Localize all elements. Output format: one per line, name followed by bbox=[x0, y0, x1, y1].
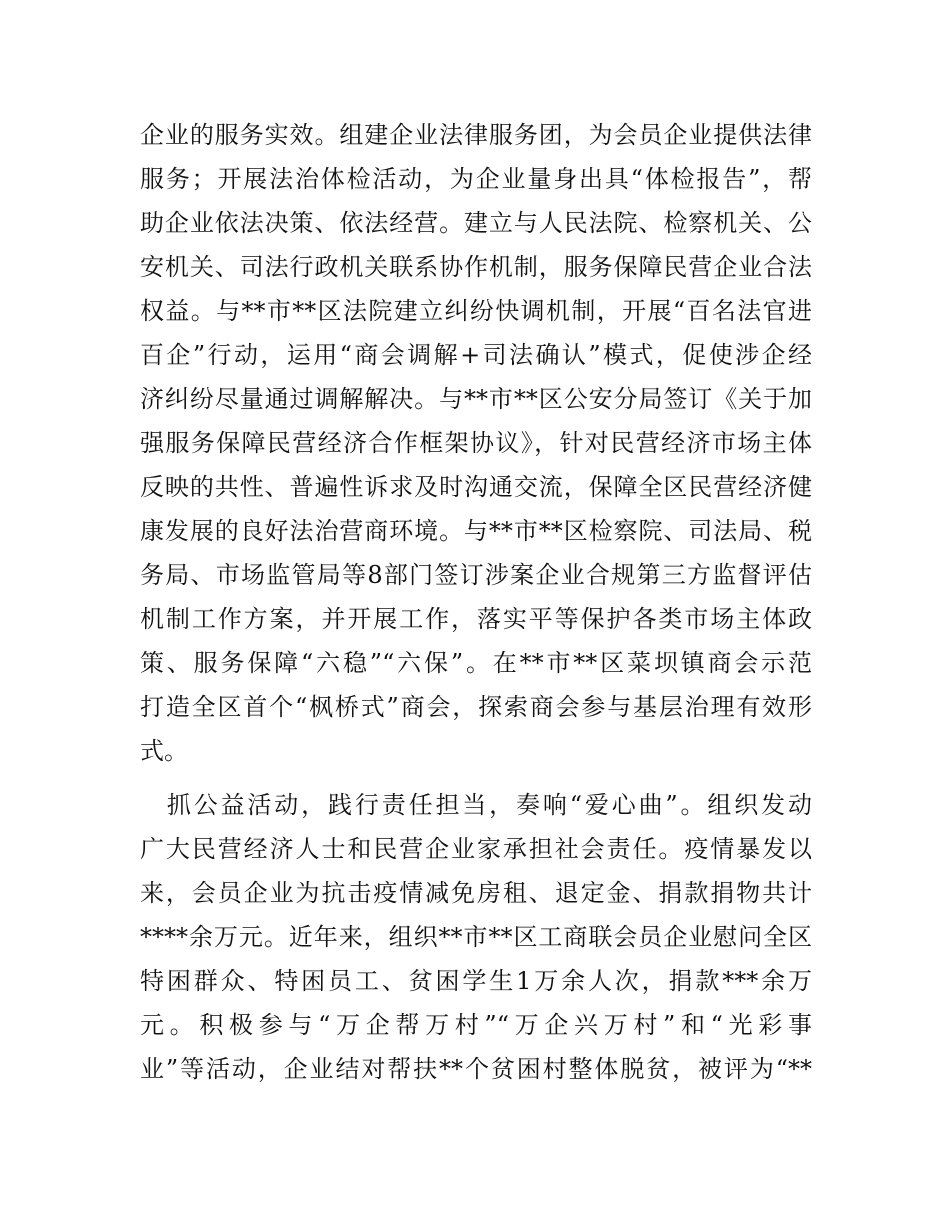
paragraph-1-line-12: 机制工作方案，并开展工作，落实平等保护各类市场主体政 bbox=[140, 605, 812, 633]
paragraph-2-line-5: 特困群众、特困员工、贫困学生1万余人次，捐款***余万 bbox=[140, 967, 812, 995]
paragraph-1-line-6: 百企”行动，运用“商会调解+司法确认”模式，促使涉企经 bbox=[140, 341, 812, 369]
paragraph-1-line-3: 助企业依法决策、依法经营。建立与人民法院、检察机关、公 bbox=[140, 209, 812, 237]
paragraph-1-line-1: 企业的服务实效。组建企业法律服务团，为会员企业提供法律 bbox=[140, 121, 812, 149]
paragraph-1-line-5: 权益。与**市**区法院建立纠纷快调机制，开展“百名法官进 bbox=[140, 297, 812, 325]
paragraph-2-line-3: 来，会员企业为抗击疫情减免房租、退定金、捐款捐物共计 bbox=[140, 879, 812, 907]
paragraph-2-line-4: ****余万元。近年来，组织**市**区工商联会员企业慰问全区 bbox=[140, 923, 812, 951]
paragraph-1-line-2: 服务；开展法治体检活动，为企业量身出具“体检报告”，帮 bbox=[140, 165, 812, 193]
paragraph-1-line-8: 强服务保障民营经济合作框架协议》，针对民营经济市场主体 bbox=[140, 429, 812, 457]
paragraph-1-line-10: 康发展的良好法治营商环境。与**市**区检察院、司法局、税 bbox=[140, 517, 812, 545]
paragraph-1-line-14: 打造全区首个“枫桥式”商会，探索商会参与基层治理有效形 bbox=[140, 693, 812, 721]
paragraph-1-line-4: 安机关、司法行政机关联系协作机制，服务保障民营企业合法 bbox=[140, 253, 812, 281]
paragraph-2-line-1: 抓公益活动，践行责任担当，奏响“爱心曲”。组织发动 bbox=[140, 791, 812, 819]
paragraph-2-line-6: 元。积极参与“万企帮万村”“万企兴万村”和“光彩事 bbox=[140, 1011, 812, 1039]
paragraph-2-line-7: 业”等活动，企业结对帮扶**个贫困村整体脱贫，被评为“** bbox=[140, 1055, 812, 1083]
paragraph-1-line-13: 策、服务保障“六稳”“六保”。在**市**区菜坝镇商会示范 bbox=[140, 649, 812, 677]
paragraph-1-line-9: 反映的共性、普遍性诉求及时沟通交流，保障全区民营经济健 bbox=[140, 473, 812, 501]
paragraph-1-line-15: 式。 bbox=[140, 737, 188, 765]
paragraph-2-line-2: 广大民营经济人士和民营企业家承担社会责任。疫情暴发以 bbox=[140, 835, 812, 863]
paragraph-1-line-11: 务局、市场监管局等8部门签订涉案企业合规第三方监督评估 bbox=[140, 561, 812, 589]
paragraph-1-line-7: 济纠纷尽量通过调解解决。与**市**区公安分局签订《关于加 bbox=[140, 385, 812, 413]
